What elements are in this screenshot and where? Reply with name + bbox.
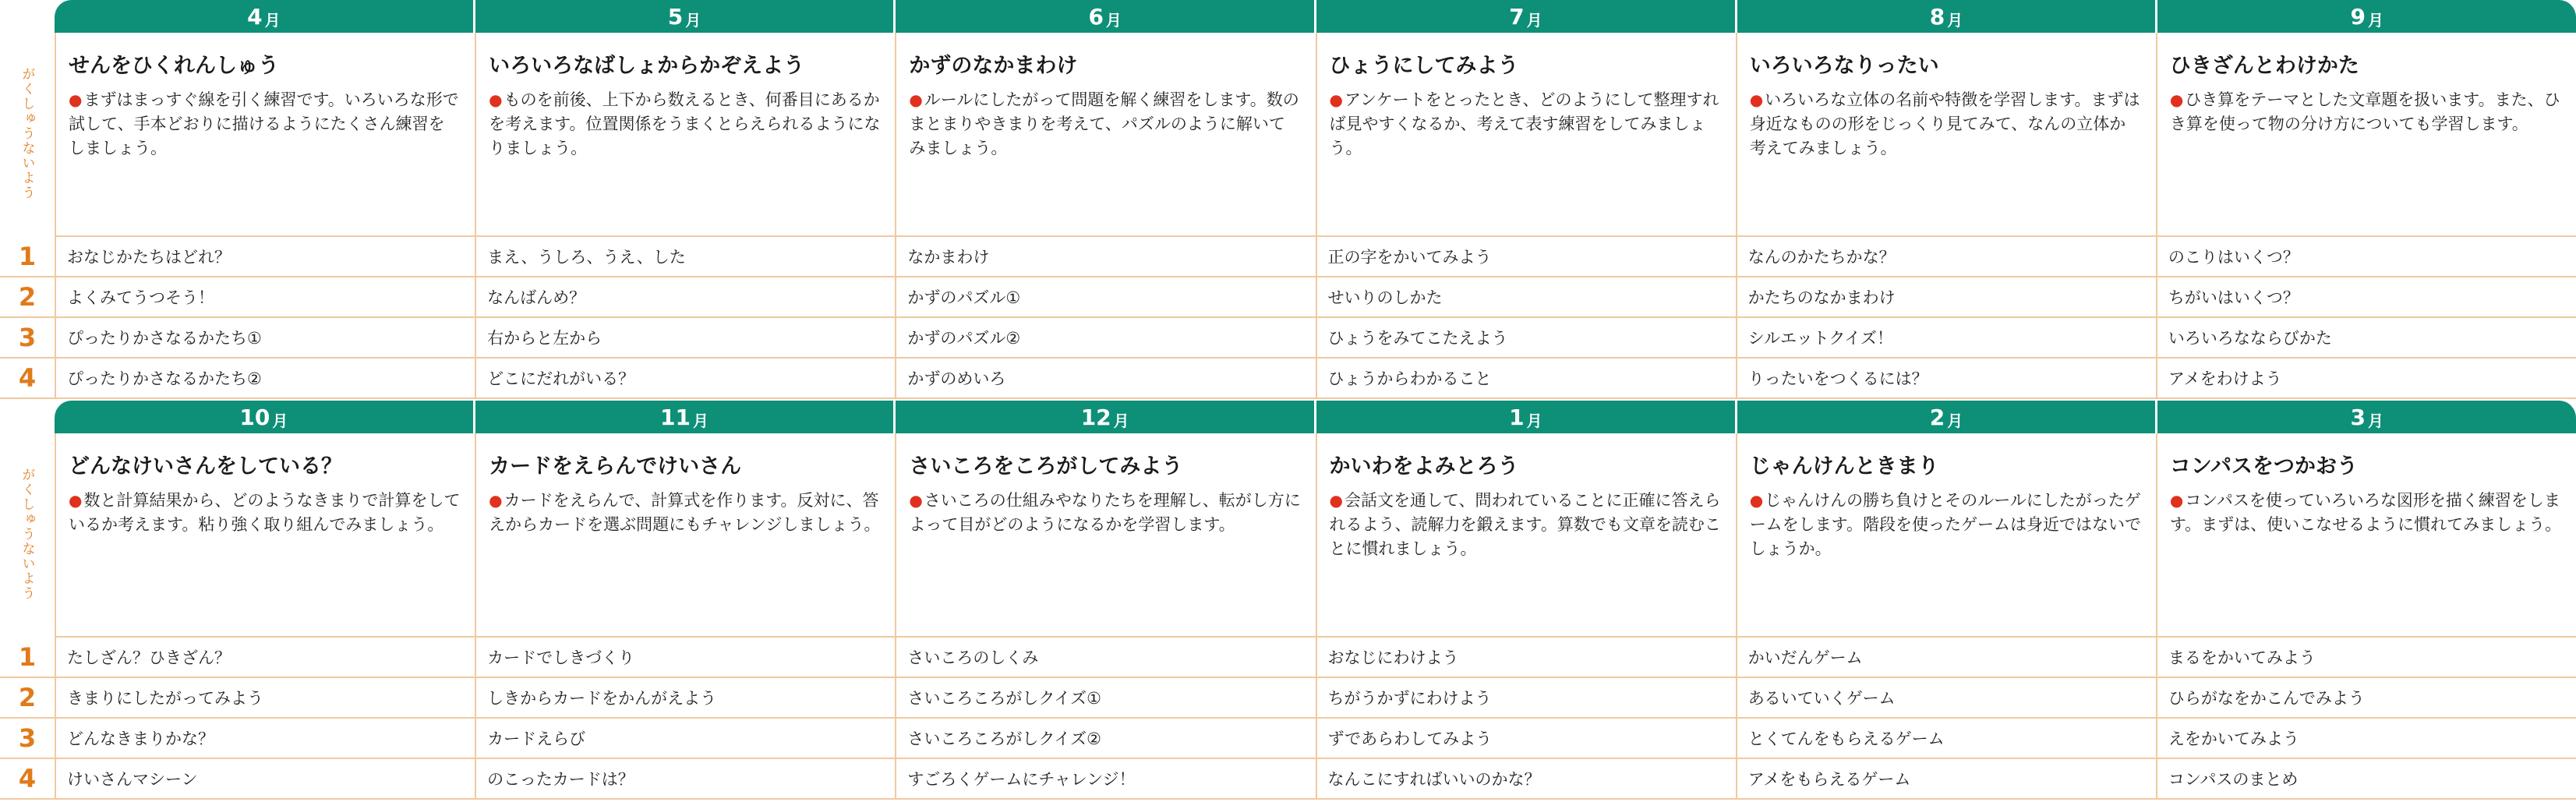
month-number: 11 <box>660 404 691 430</box>
lesson-cell: ぴったりかさなるかたち① <box>55 318 475 357</box>
unit-description-text: ひき算をテーマとした文章題を扱います。また、ひき算を使って物の分け方についても学習します。 <box>2169 90 2560 133</box>
lesson-row <box>0 678 2576 719</box>
unit-description-text: コンパスを使っていろいろな図形を描く練習をします。まずは、使いこなせるように慣れてみましょう。 <box>2169 491 2562 534</box>
lesson-cell: ひょうからわかること <box>1316 359 1736 397</box>
month-unit: 月 <box>272 411 288 430</box>
unit-title: じゃんけんときまり <box>1749 454 1939 479</box>
unit-description <box>909 88 1301 161</box>
month-number: 1 <box>1509 404 1525 430</box>
month-header <box>475 401 896 433</box>
month-unit: 月 <box>264 10 281 30</box>
lesson-row <box>0 759 2576 800</box>
unit-description-text: アンケートをとったとき、どのようにして整理すれば見やすくなるか、考えて表す練習をしてみましょう。 <box>1329 90 1719 157</box>
lesson-cell: ひらがなをかこんでみよう <box>2156 678 2576 717</box>
unit-description <box>69 489 461 537</box>
month-header <box>2157 0 2576 33</box>
month-header-row <box>55 401 2576 433</box>
lesson-cell: かいだんゲーム <box>1736 638 2156 677</box>
month-header <box>1737 0 2158 33</box>
bullet-icon: ● <box>69 90 83 109</box>
lesson-number: 3 <box>18 323 37 352</box>
lesson-cell: ちがいはいくつ？ <box>2156 277 2576 316</box>
unit-description <box>489 88 881 161</box>
unit-title: いろいろなばしょからかぞえよう <box>489 54 805 78</box>
lesson-row <box>0 237 2576 277</box>
description-cell <box>895 433 1315 636</box>
lesson-cell: かずのめいろ <box>895 359 1315 397</box>
lesson-cell: のこりはいくつ？ <box>2156 237 2576 276</box>
unit-description <box>1330 489 1722 561</box>
side-label <box>0 33 55 237</box>
bullet-icon: ● <box>1749 491 1764 510</box>
lesson-cell: なんこにすればいいのかな？ <box>1316 759 1736 798</box>
unit-description-text: いろいろな立体の名前や特徴を学習します。まずは身近なものの形をじっくり見てみて、なんの立体か考えてみましょう。 <box>1749 90 2140 157</box>
month-header <box>1737 401 2158 433</box>
unit-description <box>489 489 881 537</box>
lesson-cell: シルエットクイズ！ <box>1736 318 2156 357</box>
bullet-icon: ● <box>1329 491 1343 510</box>
lesson-cell: しきからカードをかんがえよう <box>475 678 895 717</box>
description-cell <box>1316 433 1736 636</box>
unit-description <box>2170 88 2562 136</box>
lesson-cell: さいころころがしクイズ① <box>895 678 1315 717</box>
unit-description <box>1330 88 1722 161</box>
lesson-cell: 正の字をかいてみよう <box>1316 237 1736 276</box>
lesson-cell: たしざん？ひきざん？ <box>55 638 475 677</box>
lesson-cell: ひょうをみてこたえよう <box>1316 318 1736 357</box>
lesson-cell: りったいをつくるには？ <box>1736 359 2156 397</box>
lesson-cell: けいさんマシーン <box>55 759 475 798</box>
month-unit: 月 <box>1526 10 1542 30</box>
lesson-cell: とくてんをもらえるゲーム <box>1736 719 2156 758</box>
unit-description-text: まずはまっすぐ線を引く練習です。いろいろな形で試して、手本どおりに描けるようにたくさん練習をしましょう。 <box>69 90 459 157</box>
lesson-cell: コンパスのまとめ <box>2156 759 2576 798</box>
description-cell <box>2156 33 2576 235</box>
unit-description-text: 数と計算結果から、どのようなきまりで計算をしているか考えます。粘り強く取り組んでみましょう。 <box>69 491 461 534</box>
description-cell <box>55 433 475 636</box>
unit-title: さいころをころがしてみよう <box>909 454 1183 479</box>
month-header <box>896 401 1316 433</box>
lesson-cell: なかまわけ <box>895 237 1315 276</box>
unit-description <box>69 88 461 161</box>
lesson-cell: なんばんめ？ <box>475 277 895 316</box>
unit-description-text: 会話文を通して、問われていることに正確に答えられるよう、読解力を鍛えます。算数でも文章を読むことに慣れましょう。 <box>1329 491 1721 558</box>
lesson-cell: のこったカードは？ <box>475 759 895 798</box>
description-cell <box>2156 433 2576 636</box>
month-unit: 月 <box>2367 411 2383 430</box>
side-label <box>0 433 55 638</box>
unit-title: カードをえらんでけいさん <box>489 454 742 479</box>
lesson-cell: ずであらわしてみよう <box>1316 719 1736 758</box>
month-number: 5 <box>667 3 684 30</box>
unit-title: かずのなかまわけ <box>909 54 1078 78</box>
lesson-number: 2 <box>18 683 37 712</box>
unit-description-text: カードをえらんで、計算式を作ります。反対に、答えからカードを選ぶ問題にもチャレンジしましょう。 <box>489 491 881 534</box>
lesson-cell: まえ、うしろ、うえ、した <box>475 237 895 276</box>
unit-description <box>1750 489 2142 561</box>
month-header <box>1316 401 1737 433</box>
lesson-cell: あるいていくゲーム <box>1736 678 2156 717</box>
description-cell <box>1736 433 2156 636</box>
unit-title: ひょうにしてみよう <box>1329 54 1519 78</box>
lesson-cell: どこにだれがいる？ <box>475 359 895 397</box>
month-number: 3 <box>2350 404 2366 430</box>
description-cell <box>1316 33 1736 235</box>
lesson-cell: おなじかたちはどれ？ <box>55 237 475 276</box>
month-unit: 月 <box>1105 10 1122 30</box>
bullet-icon: ● <box>909 491 923 510</box>
unit-description-text: じゃんけんの勝ち負けとそのルールにしたがったゲームをします。階段を使ったゲームは身近ではないでしょうか。 <box>1749 491 2142 558</box>
month-number: 6 <box>1088 3 1104 30</box>
side-label-text: がくしゅうないよう <box>19 67 35 200</box>
bullet-icon: ● <box>1329 90 1343 109</box>
lesson-row <box>0 719 2576 759</box>
lesson-cell: いろいろなならびかた <box>2156 318 2576 357</box>
lesson-cell: カードでしきづくり <box>475 638 895 677</box>
lesson-cell: アメをもらえるゲーム <box>1736 759 2156 798</box>
unit-title: ひきざんとわけかた <box>2169 54 2359 78</box>
description-cell <box>475 33 895 235</box>
month-number: 9 <box>2350 3 2366 30</box>
lesson-cell: 右からと左から <box>475 318 895 357</box>
lesson-cell: さいころのしくみ <box>895 638 1315 677</box>
month-unit: 月 <box>1947 411 1963 430</box>
unit-title: かいわをよみとろう <box>1329 454 1519 479</box>
month-header <box>55 0 475 33</box>
lesson-number: 3 <box>18 723 37 753</box>
month-header-row <box>55 0 2576 33</box>
description-row <box>55 33 2576 237</box>
unit-description-text: ルールにしたがって問題を解く練習をします。数のまとまりやきまりを考えて、パズルのように解いてみましょう。 <box>909 90 1299 157</box>
lesson-cell: かずのパズル① <box>895 277 1315 316</box>
lesson-cell: まるをかいてみよう <box>2156 638 2576 677</box>
lesson-cell: アメをわけよう <box>2156 359 2576 397</box>
lesson-cell: えをかいてみよう <box>2156 719 2576 758</box>
description-cell <box>1736 33 2156 235</box>
month-unit: 月 <box>685 10 701 30</box>
lesson-cell: どんなきまりかな？ <box>55 719 475 758</box>
month-number: 7 <box>1509 3 1525 30</box>
lesson-cell: さいころころがしクイズ② <box>895 719 1315 758</box>
lesson-cell: すごろくゲームにチャレンジ！ <box>895 759 1315 798</box>
lesson-cell: カードえらび <box>475 719 895 758</box>
bullet-icon: ● <box>489 491 503 510</box>
month-unit: 月 <box>1947 10 1963 30</box>
lesson-cell: よくみてうつそう！ <box>55 277 475 316</box>
unit-title: どんなけいさんをしている？ <box>69 454 342 479</box>
lesson-number: 4 <box>18 363 37 393</box>
description-cell <box>895 33 1315 235</box>
bullet-icon: ● <box>909 90 923 109</box>
month-unit: 月 <box>2367 10 2383 30</box>
month-number: 12 <box>1080 404 1111 430</box>
lesson-number: 2 <box>18 282 37 312</box>
description-cell <box>55 33 475 235</box>
lesson-row <box>0 318 2576 359</box>
lesson-cell: おなじにわけよう <box>1316 638 1736 677</box>
unit-description <box>909 489 1301 537</box>
month-number: 8 <box>1929 3 1945 30</box>
lesson-cell: なんのかたちかな？ <box>1736 237 2156 276</box>
bullet-icon: ● <box>69 491 83 510</box>
side-label-text: がくしゅうないよう <box>19 468 35 601</box>
month-header <box>2157 401 2576 433</box>
bullet-icon: ● <box>489 90 503 109</box>
month-unit: 月 <box>692 411 708 430</box>
bullet-icon: ● <box>1749 90 1764 109</box>
bullet-icon: ● <box>2169 90 2184 109</box>
lesson-cell: かたちのなかまわけ <box>1736 277 2156 316</box>
month-number: 10 <box>239 404 270 430</box>
lesson-cell: きまりにしたがってみよう <box>55 678 475 717</box>
unit-description-text: さいころの仕組みやなりたちを理解し、転がし方によって目がどのようになるかを学習します。 <box>909 491 1301 534</box>
lesson-number: 1 <box>18 642 37 672</box>
unit-description <box>2170 489 2562 537</box>
month-unit: 月 <box>1113 411 1129 430</box>
month-header <box>896 0 1316 33</box>
lesson-cell: かずのパズル② <box>895 318 1315 357</box>
unit-title: せんをひくれんしゅう <box>69 54 279 78</box>
lesson-number: 4 <box>18 764 37 793</box>
lesson-cell: ぴったりかさなるかたち② <box>55 359 475 397</box>
unit-description <box>1750 88 2142 161</box>
month-unit: 月 <box>1526 411 1542 430</box>
lesson-cell: ちがうかずにわけよう <box>1316 678 1736 717</box>
month-header <box>475 0 896 33</box>
lesson-row <box>0 277 2576 318</box>
month-header <box>1316 0 1737 33</box>
bullet-icon: ● <box>2169 491 2184 510</box>
lesson-number: 1 <box>18 242 37 271</box>
lesson-cell: せいりのしかた <box>1316 277 1736 316</box>
month-number: 4 <box>247 3 263 30</box>
description-cell <box>475 433 895 636</box>
unit-description-text: ものを前後、上下から数えるとき、何番目にあるかを考えます。位置関係をうまくとらえられるようになりましょう。 <box>489 90 881 157</box>
lesson-row <box>0 359 2576 399</box>
description-row <box>55 433 2576 638</box>
month-header <box>55 401 475 433</box>
unit-title: いろいろなりったい <box>1749 54 1939 78</box>
lesson-row <box>0 638 2576 678</box>
month-number: 2 <box>1929 404 1945 430</box>
unit-title: コンパスをつかおう <box>2169 454 2358 479</box>
